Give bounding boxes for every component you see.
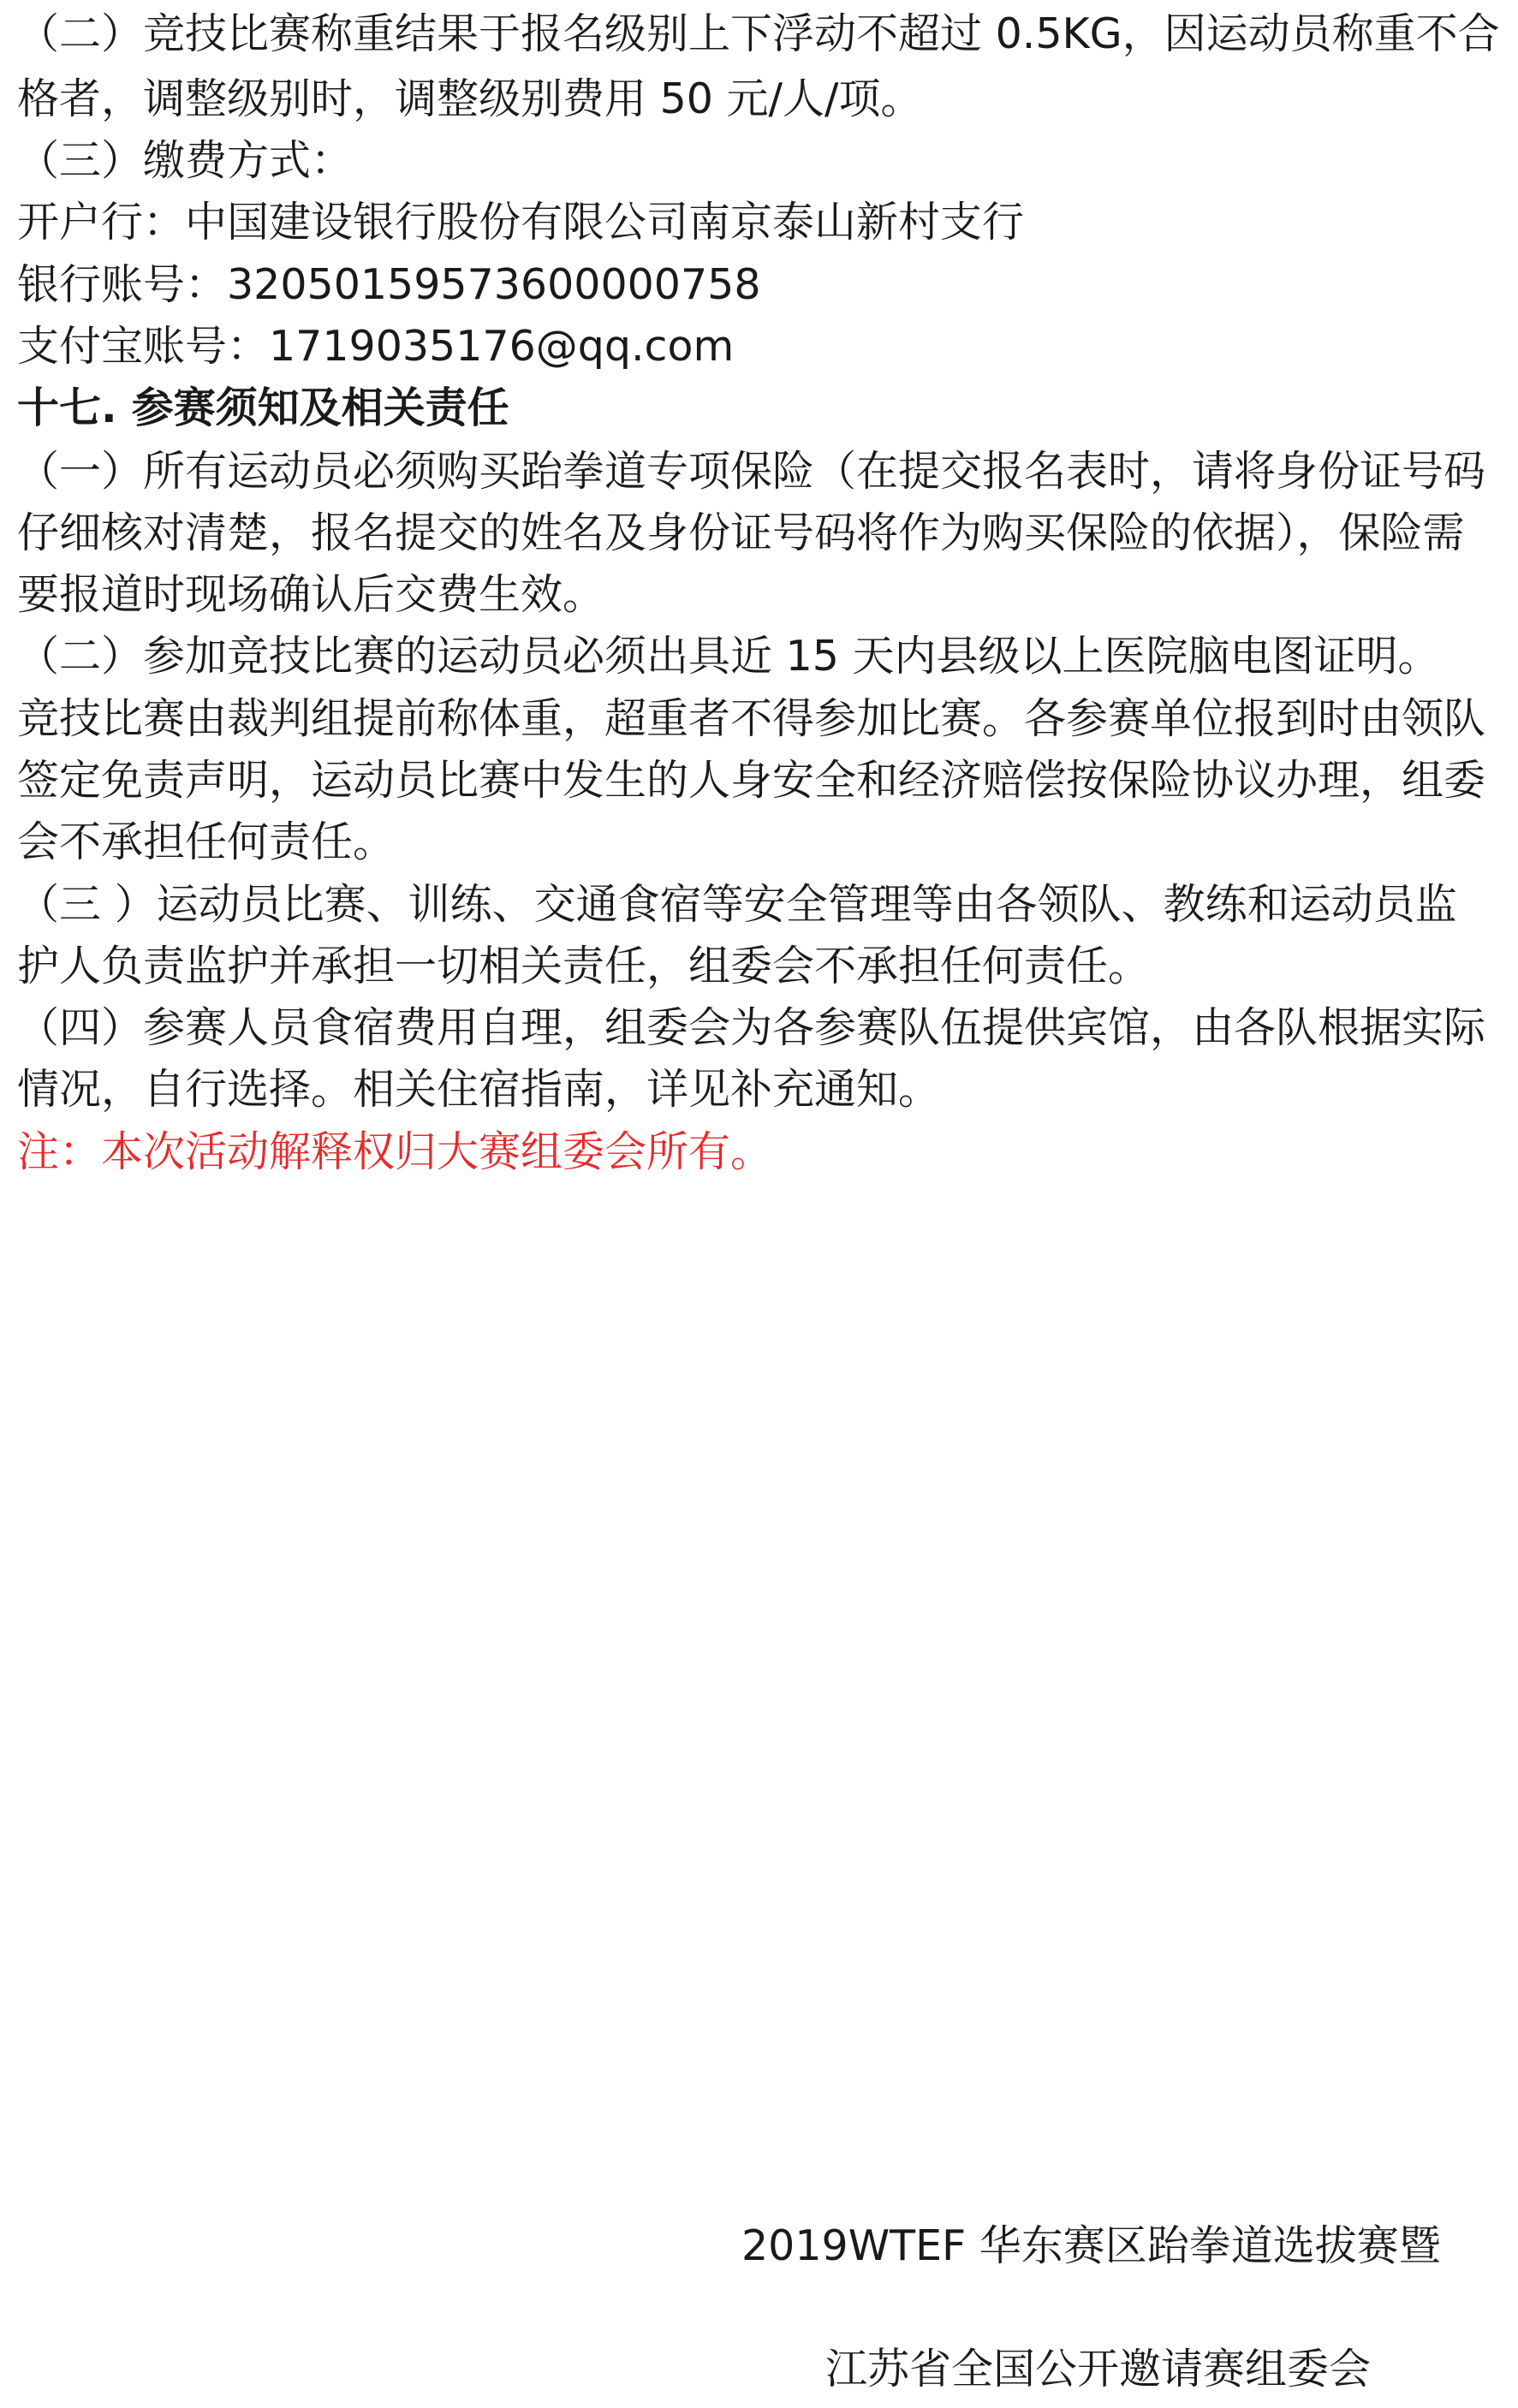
bank-name: 开户行：中国建设银行股份有限公司南京泰山新村支行	[17, 198, 1025, 247]
payment-method-heading: （三）缴费方式：	[17, 136, 354, 185]
section-17-item-2-line: 竞技比赛由裁判组提前称体重，超重者不得参加比赛。各参赛单位报到时由领队	[17, 694, 1486, 743]
alipay-account: 支付宝账号：1719035176@qq.com	[17, 322, 735, 371]
section-17-item-1-line: 要报道时现场确认后交费生效。	[17, 570, 605, 619]
fee-item-2-line-2: 格者，调整级别时，调整级别费用 50 元/人/项。	[17, 74, 923, 123]
section-17-heading: 十七. 参赛须知及相关责任	[17, 383, 509, 432]
section-17-item-3-line: 护人负责监护并承担一切相关责任，组委会不承担任何责任。	[17, 942, 1151, 990]
section-17-item-2-line: 会不承担任何责任。	[17, 818, 396, 866]
section-17-item-1-line: （一）所有运动员必须购买跆拳道专项保险（在提交报名表时，请将身份证号码	[17, 447, 1486, 496]
section-17-item-3-line: （三 ）运动员比赛、训练、交通食宿等安全管理等由各领队、教练和运动员监	[17, 880, 1457, 929]
section-17-item-1-line: 仔细核对清楚，报名提交的姓名及身份证号码将作为购买保险的依据），保险需	[17, 508, 1465, 557]
fee-item-2-line-1: （二）竞技比赛称重结果于报名级别上下浮动不超过 0.5KG，因运动员称重不合	[17, 9, 1500, 58]
section-17-item-4-line: 情况，自行选择。相关住宿指南，详见补充通知。	[17, 1065, 941, 1114]
bank-account: 银行账号：32050159573600000758	[17, 260, 761, 309]
section-17-item-2-line: 签定免责声明，运动员比赛中发生的人身安全和经济赔偿按保险协议办理，组委	[17, 756, 1486, 805]
section-17-item-2-line: （二）参加竞技比赛的运动员必须出具近 15 天内县级以上医院脑电图证明。	[17, 632, 1440, 681]
signature-line-1: 2019WTEF 华东赛区跆拳道选拔赛暨	[741, 2221, 1441, 2270]
section-17-item-4-line: （四）参赛人员食宿费用自理，组委会为各参赛队伍提供宾馆，由各队根据实际	[17, 1003, 1486, 1052]
interpretation-note: 注：本次活动解释权归大赛组委会所有。	[17, 1127, 773, 1176]
signature-line-2: 江苏省全国公开邀请赛组委会	[825, 2345, 1372, 2393]
